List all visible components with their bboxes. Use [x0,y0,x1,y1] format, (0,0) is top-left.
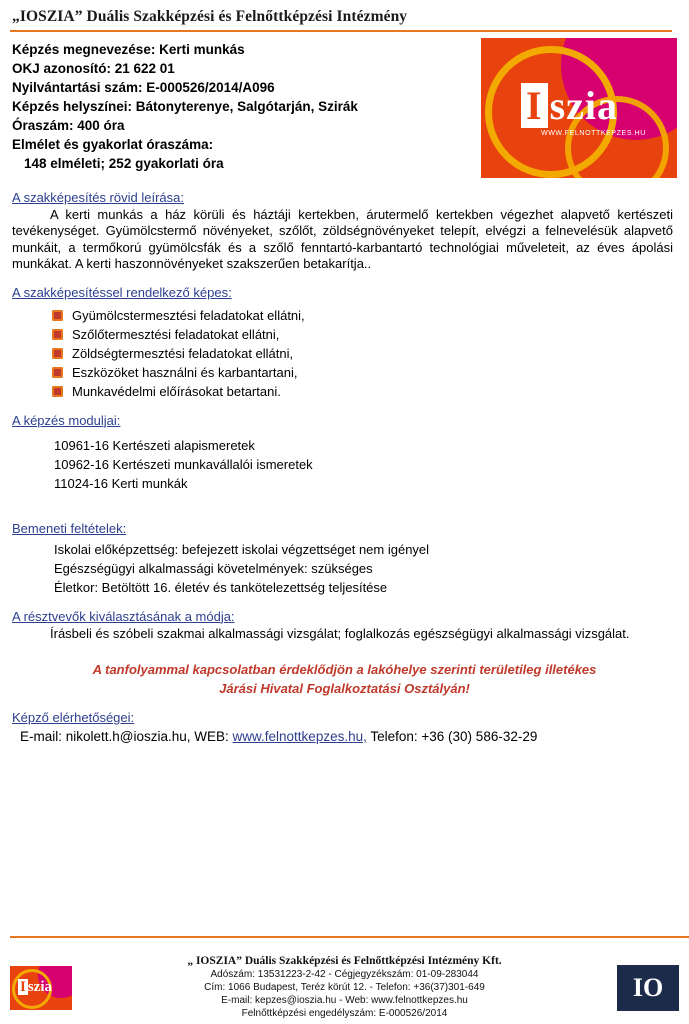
entry-requirements-title: Bemeneti feltételek: [12,520,127,536]
modules-title: A képzés moduljai: [12,412,121,428]
contact-details [12,729,679,744]
footer-tax-number: Adószám: 13531223-2-42 - Cégjegyzékszám: 01-09-283044 [210,969,479,980]
competences-list [12,306,679,401]
callout-block [36,660,653,698]
list-item: 10962-16 Kertészeti munkavállalói ismeretek [54,456,313,472]
list-item [52,344,679,363]
competence-label: Munkavédelmi előírásokat betartani. [72,383,281,399]
bullet-icon [52,348,63,359]
ioszia-logo [481,38,677,178]
footer-company-details [72,955,617,1020]
list-item: 10961-16 Kertészeti alapismeretek [54,437,255,453]
footer-email-web: E-mail: kepzes@ioszia.hu - Web: www.felnottkepzes.hu [221,995,468,1006]
footer-logo-letter-i: I [20,978,26,995]
footer-logo-wordmark [18,979,52,996]
top-section [10,38,679,178]
footer-license-number: Felnőttképzési engedélyszám: E-000526/2014 [241,1008,448,1019]
course-registration-number: Nyilvántartási szám: E-000526/2014/A096 [12,80,275,95]
footer-address: Cím: 1066 Budapest, Teréz körút 12. - Telefon: +36(37)301-649 [204,982,485,993]
list-item: Egészségügyi alkalmassági követelmények: szükséges [54,560,373,576]
document-header-title: „IOSZIA” Duális Szakképzési és Felnőttképzési Intézmény [12,8,408,25]
modules-section [10,413,679,493]
list-item [52,306,679,325]
competences-title: A szakképesítéssel rendelkező képes: [12,284,232,300]
header-divider [10,30,672,32]
contact-phone: Telefon: +36 (30) 586-32-29 [366,729,538,745]
footer-logo-letters-szia: szia [27,978,53,995]
entry-requirements-list [12,540,679,597]
contact-email-label: E-mail: nikolett.h@ioszia.hu, WEB: [20,729,233,745]
contact-web-link[interactable]: www.felnottkepzes.hu, [232,729,367,745]
list-item [52,325,679,344]
course-name: Képzés megnevezése: Kerti munkás [12,42,245,57]
course-theory-practice-label: Elmélet és gyakorlat óraszáma: [12,137,214,152]
description-text: A kerti munkás a ház körüli és háztáji kertekben, árutermelő kertekben végezhet alapvető kertészeti tevékenységet. Gyümölcstermő növényeket, szőlőt, zöldségnövényeket telepít, elvégzi a felnevelésük alapvető munkáit, a termőkorú gyümölcsfák és a szőlő fenntartó-karbantartó technológiai műveleteit, az éves ápolási munkákat. A kerti haszonnövényeket szakszerűen betakarítja.. [12,207,673,272]
logo-url: WWW.FELNOTTKEPZES.HU [541,130,646,137]
competence-label: Szőlőtermesztési feladatokat ellátni, [72,326,280,342]
io-mark: IO [617,965,679,1011]
competence-label: Zöldségtermesztési feladatokat ellátni, [72,345,294,361]
list-item [52,382,679,401]
course-hours: Óraszám: 400 óra [12,118,125,133]
section-spacer [10,493,679,509]
footer-company-name: „ IOSZIA” Duális Szakképzési és Felnőttképzési Intézmény Kft. [187,955,502,967]
selection-title: A résztvevők kiválasztásának a módja: [12,608,235,624]
course-locations: Képzés helyszínei: Bátonyterenye, Salgótarján, Szirák [12,99,358,114]
selection-text: Írásbeli és szóbeli szakmai alkalmassági vizsgálat; foglalkozás egészségügyi alkalmassági vizsgálat. [50,625,630,641]
logo-letters-szia: szia [549,83,619,128]
competence-label: Gyümölcstermesztési feladatokat ellátni, [72,307,305,323]
course-info-block [10,38,358,173]
logo-wordmark [521,82,618,129]
logo-letter-i: I [521,83,548,128]
competence-label: Eszközöket használni és karbantartani, [72,364,298,380]
competences-section [10,285,679,401]
callout-line-2: Járási Hivatal Foglalkoztatási Osztályán! [219,681,470,697]
list-item: 11024-16 Kerti munkák [54,475,188,491]
bullet-icon [52,367,63,378]
description-title: A szakképesítés rövid leírása: [12,190,184,205]
list-item [52,363,679,382]
list-item: Iskolai előképzettség: befejezett iskolai végzettséget nem igényel [54,541,430,557]
list-item: Életkor: Betöltött 16. életév és tankötelezettség teljesítése [54,579,388,595]
footer-logo [10,966,72,1010]
callout-line-1: A tanfolyammal kapcsolatban érdeklődjön a lakóhelye szerinti területileg illetékes [92,662,597,678]
selection-section [10,609,679,642]
bullet-icon [52,310,63,321]
description-section [10,190,679,273]
contact-section [10,710,679,744]
course-okj-id: OKJ azonosító: 21 622 01 [12,61,175,76]
document-footer [10,955,679,1020]
bullet-icon [52,386,63,397]
entry-requirements-section [10,521,679,597]
modules-list [12,436,679,493]
footer-divider [10,936,689,938]
bullet-icon [52,329,63,340]
contact-title: Képző elérhetőségei: [12,710,135,726]
course-theory-practice-value: 148 elméleti; 252 gyakorlati óra [24,156,224,171]
